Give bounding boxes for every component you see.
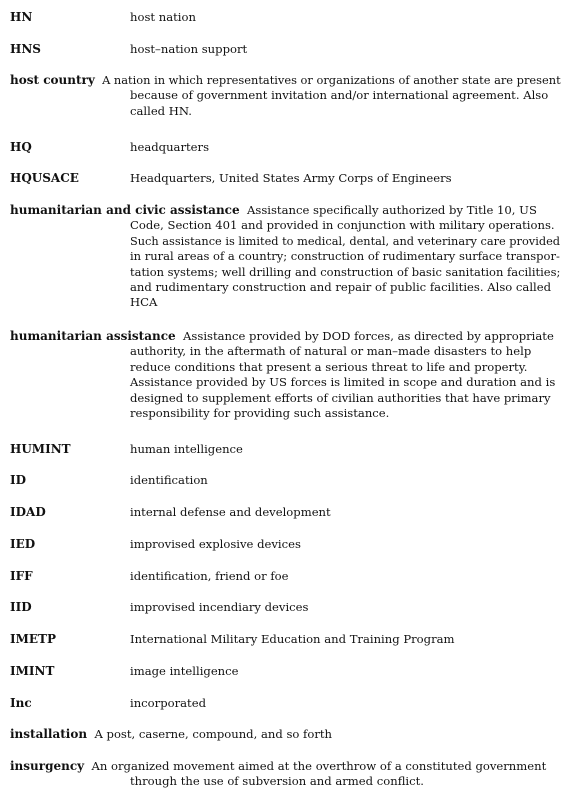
definition-text: Assistance specifically authorized by Title 10, US bbox=[247, 203, 537, 217]
glossary-term: IDAD bbox=[10, 505, 46, 519]
definition-line: Such assistance is limited to medical, dental, and veterinary care provided bbox=[130, 233, 561, 248]
definition-line bbox=[10, 73, 562, 88]
glossary-definition: International Military Education and Training Program bbox=[130, 632, 455, 646]
definition-line: tation systems; well drilling and construction of basic sanitation facilities; bbox=[130, 264, 561, 279]
glossary-entry bbox=[10, 73, 562, 119]
glossary-term: installation bbox=[10, 727, 88, 741]
definition-text: A post, caserne, compound, and so forth bbox=[94, 727, 332, 741]
glossary-definition: improvised explosive devices bbox=[130, 537, 301, 551]
definition-line: responsibility for providing such assistance. bbox=[130, 405, 390, 420]
glossary-definition: improvised incendiary devices bbox=[130, 600, 309, 614]
glossary-term: IMINT bbox=[10, 664, 55, 678]
glossary-term: host country bbox=[10, 73, 95, 87]
glossary-definition: image intelligence bbox=[130, 664, 239, 678]
definition-line: Assistance provided by US forces is limited in scope and duration and is bbox=[130, 375, 556, 390]
glossary-term: IMETP bbox=[10, 632, 56, 646]
glossary-term: IID bbox=[10, 600, 32, 614]
definition-line: through the use of subversion and armed conflict. bbox=[130, 774, 424, 789]
glossary-definition: internal defense and development bbox=[130, 505, 331, 519]
definition-line: because of government invitation and/or international agreement. Also bbox=[130, 88, 549, 103]
glossary-term: HNS bbox=[10, 42, 41, 56]
glossary-term: ID bbox=[10, 473, 27, 487]
glossary-definition: human intelligence bbox=[130, 442, 243, 456]
definition-line: designed to supplement efforts of civilian authorities that have primary bbox=[130, 390, 551, 405]
glossary-term: IFF bbox=[10, 569, 33, 583]
glossary-entry bbox=[10, 727, 562, 742]
glossary-term: Inc bbox=[10, 696, 32, 710]
glossary-term: HN bbox=[10, 10, 33, 24]
glossary-term: HQUSACE bbox=[10, 171, 79, 185]
definition-line: and rudimentary construction and repair of public facilities. Also called bbox=[130, 279, 552, 294]
definition-line: HCA bbox=[130, 295, 158, 310]
glossary-term: humanitarian and civic assistance bbox=[10, 203, 240, 217]
definition-text: Assistance provided by DOD forces, as directed by appropriate bbox=[183, 329, 554, 343]
glossary-definition: host–nation support bbox=[130, 42, 248, 56]
glossary-definition: host nation bbox=[130, 10, 196, 24]
glossary-term: HQ bbox=[10, 140, 32, 154]
glossary-term: insurgency bbox=[10, 759, 85, 773]
glossary-entry bbox=[10, 759, 562, 790]
glossary-term: humanitarian assistance bbox=[10, 329, 176, 343]
definition-text: A nation in which representatives or organizations of another state are present bbox=[102, 73, 561, 87]
glossary-entry bbox=[10, 329, 562, 421]
glossary-term: HUMINT bbox=[10, 442, 71, 456]
definition-line bbox=[10, 329, 562, 344]
definition-line bbox=[10, 727, 562, 742]
glossary-definition: identification, friend or foe bbox=[130, 569, 289, 583]
definition-line: authority, in the aftermath of natural or man–made disasters to help bbox=[130, 344, 532, 359]
glossary-definition: incorporated bbox=[130, 696, 206, 710]
glossary-term: IED bbox=[10, 537, 36, 551]
glossary-definition: identification bbox=[130, 473, 208, 487]
glossary-definition: Headquarters, United States Army Corps of Engineers bbox=[130, 171, 452, 185]
definition-line bbox=[10, 759, 562, 774]
glossary-definition: headquarters bbox=[130, 140, 210, 154]
definition-text: An organized movement aimed at the overthrow of a constituted government bbox=[91, 759, 547, 773]
glossary-entry bbox=[10, 203, 562, 311]
definition-line: reduce conditions that present a serious threat to life and property. bbox=[130, 359, 528, 374]
definition-line: in rural areas of a country; construction of rudimentary surface transpor- bbox=[130, 249, 560, 264]
definition-line bbox=[10, 203, 562, 218]
definition-line: called HN. bbox=[130, 103, 192, 118]
definition-line: Code, Section 401 and provided in conjunction with military operations. bbox=[130, 218, 555, 233]
